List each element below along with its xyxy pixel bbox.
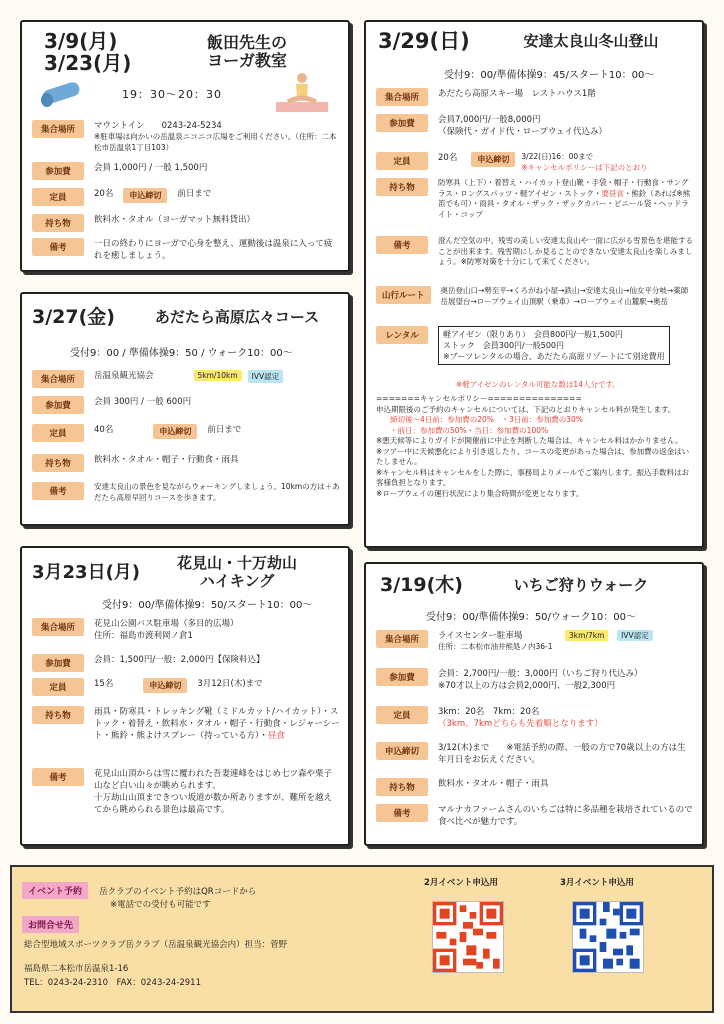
contact-label: お問合せ先 — [22, 916, 79, 933]
note-label: 備考 — [32, 768, 84, 786]
fee-value: 会員 1,000円 / 一般 1,500円 — [94, 163, 208, 173]
items-value: 飲料水・タオル・帽子・雨具 — [438, 779, 549, 789]
contact-address: 福島県二本松市岳温泉1-16 — [24, 964, 129, 974]
fee-note: （保険代・ガイド代・ロープウェイ代込み） — [438, 127, 607, 137]
deadline-label: 申込締切 — [123, 188, 167, 203]
ivv-tag: IVV認定 — [248, 370, 283, 383]
event-title: いちご狩りウォーク — [513, 576, 649, 594]
note-row — [376, 236, 694, 268]
qr-code-february[interactable] — [432, 901, 504, 973]
fee-value: 会員：1,500円/一般：2,000円【保険料込】 — [94, 655, 265, 665]
hanami-card — [20, 546, 350, 846]
rental-label: レンタル — [376, 326, 428, 344]
note-value-1: 花見山山頂からは雪に覆われた吾妻連峰をはじめ七ツ森や栗子山など白い山々が眺められます。 — [94, 769, 333, 791]
deadline-value: 3/12(木)まで ※電話予約の際、一般の方で70歳以上の方は生年月日をお伝えください。 — [438, 743, 686, 765]
note-label: 備考 — [376, 236, 428, 254]
capacity-label: 定員 — [32, 424, 84, 442]
note-value: 一日の終わりにヨーガで心身を整え、運動後は温泉に入って疲れを癒しましょう。 — [94, 239, 333, 261]
capacity-value: 15名 — [94, 679, 114, 689]
event-date: 3/19(木) — [380, 574, 463, 596]
fee-row — [32, 654, 340, 672]
contact-tel: TEL：0243-24-2310 FAX：0243-24-2911 — [24, 978, 201, 988]
items-value-wrap — [94, 706, 340, 742]
fee-label: 参加費 — [32, 162, 84, 180]
event-reservation-label: イベント予約 — [22, 882, 88, 899]
items-label: 持ち物 — [32, 454, 84, 472]
deadline-value: 3/22(日)16：00まで — [521, 152, 594, 161]
meet-value: 岳温泉観光協会 — [94, 371, 154, 381]
items-value: 防寒具（上下）・着替え・ハイカット登山靴・手袋・帽子・行動食・サングラス・ロングスパッツ・軽アイゼン・ストック・ — [438, 178, 689, 198]
items-label: 持ち物 — [376, 178, 428, 196]
meet-value: マウントイン 0243-24-5234 — [94, 121, 222, 131]
qr-feb-label: 2月イベント申込用 — [424, 878, 498, 888]
fee-row — [32, 162, 340, 180]
event-time: 受付9：00/準備体操9：50/ウォーク10：00〜 — [426, 612, 636, 623]
deadline-note: ※キャンセルポリシーは下記のとおり — [521, 162, 648, 172]
cancel-policy — [376, 394, 694, 499]
note-value: 安達太良山の景色を見ながらウォーキングしましょう。10kmの方は＋あだたら高原早回りコースを歩きます。 — [94, 482, 340, 502]
capacity-row — [376, 706, 694, 730]
adatara-walk-card — [20, 292, 350, 526]
meet-address: 住所：福島市渡利岡ノ倉1 — [94, 631, 193, 641]
capacity-value: 40名 — [94, 425, 114, 435]
meet-value: 花見山公園バス駐車場（多目的広場） — [94, 619, 239, 629]
items-row — [376, 178, 694, 220]
rental-note: ※軽アイゼンのレンタル可能な数は14人分です。 — [456, 380, 620, 389]
meet-place: ライスセンター駐車場 — [438, 631, 523, 641]
note-row — [32, 482, 340, 503]
fee-label: 参加費 — [32, 654, 84, 672]
qr-mar-icon — [573, 902, 643, 972]
event-time: 受付9：00/準備体操9：45/スタート10：00〜 — [444, 70, 655, 81]
qr-mar-label: 3月イベント申込用 — [560, 878, 634, 888]
cancel-note-4: ※ロープウェイの運行状況により集合時間が変更となります。 — [376, 488, 584, 498]
meet-row — [32, 120, 340, 153]
ivv-tag: IVV認定 — [617, 630, 652, 641]
rental-row — [376, 326, 694, 365]
capacity-row — [32, 424, 340, 442]
fee-row — [376, 668, 694, 692]
capacity-label: 定員 — [32, 678, 84, 696]
cancel-intro: 申込期限後のご予約のキャンセルについては、下記のとおりキャンセル料が発生します。 — [376, 404, 676, 414]
event-time: 19：30〜20：30 — [122, 88, 222, 101]
note-label: 備考 — [32, 238, 84, 256]
yoga-card — [20, 20, 350, 272]
items-label: 持ち物 — [376, 778, 428, 796]
ichigo-card — [364, 562, 704, 846]
meet-label: 集合場所 — [376, 630, 428, 648]
adatara-mountain-card — [364, 20, 704, 548]
meet-label: 集合場所 — [32, 370, 84, 388]
meet-row — [32, 370, 340, 388]
items-label: 持ち物 — [32, 214, 84, 232]
capacity-value: 20名 — [94, 189, 114, 199]
fee-value: 会員7,000円/一般8,000円 — [438, 115, 541, 125]
meet-row — [376, 88, 694, 106]
event-time: 受付9：00 / 準備体操9：50 / ウォーク10：00〜 — [70, 348, 293, 359]
rental-value-2: ストック 会員300円/一般500円 — [443, 341, 564, 350]
items-row — [32, 454, 340, 472]
event-date: 3月23日(月) — [32, 562, 141, 583]
yoga-mat-icon — [38, 80, 84, 110]
items-label: 持ち物 — [32, 706, 84, 724]
event-title: 飯田先生の ヨーガ教室 — [206, 33, 287, 70]
meet-row — [32, 618, 340, 642]
items-row — [376, 778, 694, 796]
fee-label: 参加費 — [376, 114, 428, 132]
capacity-row — [32, 678, 340, 696]
fee-row — [32, 396, 340, 414]
event-title: 安達太良山冬山登山 — [523, 32, 659, 50]
rental-value-3: ※ブーツレンタルの場合、あだたら高原リゾートにて別途費用 — [443, 352, 665, 361]
deadline-value: 前日まで — [177, 189, 212, 199]
capacity-note: （3km、7kmどちらも先着順となります） — [438, 719, 603, 729]
items-value: 雨具・防寒具・トレッキング靴（ミドルカット/ハイカット）・ストック・着替え・飲料水・タオル・帽子・行動食・レジャーシート・熊鈴・熊よけスプレー（持っている方）・ — [94, 707, 340, 741]
note-value: マルナカファームさんのいちごは特に多品種を栽培されているので食べ比べが魅力です。 — [438, 805, 693, 827]
capacity-row — [376, 152, 694, 173]
route-label: 山行ルート — [376, 286, 431, 304]
fee-value: 会員：2,700円/一般：3,000円（いちご狩り代込み） — [438, 669, 643, 679]
yoga-person-icon — [274, 72, 330, 114]
cancel-fee-1: 締切後〜4日前：参加費の20% ・3日前：参加費の30% — [390, 415, 583, 424]
rental-box — [438, 326, 670, 365]
event-date: 3/27(金) — [32, 306, 115, 328]
cancel-note-1: ※悪天候等によりガイドが開催前に中止を判断した場合は、キャンセル料はかかりません。 — [376, 436, 683, 445]
capacity-label: 定員 — [376, 152, 428, 170]
items-value-wrap — [438, 178, 694, 220]
meet-label: 集合場所 — [376, 88, 428, 106]
note-value: 澄んだ空気の中、残雪の美しい安達太良山や一面に広がる雪景色を堪能することが出来ます。残雪期にしか見ることのできない安達太良山を楽しみましょう。※防寒対策を十分にして来てください。 — [438, 236, 693, 266]
deadline-value: 3月12日(木)まで — [197, 679, 263, 689]
meet-row — [376, 630, 694, 653]
capacity-label: 定員 — [376, 706, 428, 724]
footer-info — [10, 865, 714, 1013]
items-row — [32, 706, 340, 742]
distance-tag: 5km/10km — [194, 370, 242, 381]
cancel-note-3: ※キャンセル料はキャンセルをした際に、事務局よりメールでご案内します。振込手数料はお客様負担となります。 — [376, 467, 690, 487]
meet-label: 集合場所 — [32, 618, 84, 636]
cancel-fee-2: ・前日：参加費の50%・当日：参加費の100% — [390, 425, 549, 435]
distance-tag: 3km/7km — [565, 630, 608, 641]
items-value: 飲料水・タオル・帽子・行動食・雨具 — [94, 455, 239, 465]
items-value: 飲料水・タオル（ヨーガマット無料貸出） — [94, 215, 255, 225]
note-label: 備考 — [32, 482, 84, 500]
deadline-label: 申込締切 — [153, 424, 197, 439]
capacity-row — [32, 188, 340, 206]
fee-note: ※70才以上の方は会員2,000円、一般2,300円 — [438, 681, 616, 691]
event-date: 3/9(月) 3/23(月) — [44, 29, 132, 75]
meet-value — [438, 630, 653, 642]
fee-row — [376, 114, 694, 138]
event-time: 受付9：00/準備体操9：50/スタート10：00〜 — [102, 600, 313, 611]
note-row — [32, 238, 340, 262]
fee-label: 参加費 — [376, 668, 428, 686]
rental-value-1: 軽アイゼン（限りあり） 会員800円/一般1,500円 — [443, 330, 623, 339]
deadline-label: 申込締切 — [376, 742, 428, 760]
contact-org: 総合型地域スポーツクラブ岳クラブ（岳温泉観光協会内）担当：菅野 — [24, 940, 288, 950]
note-value-2: 十万劫山山頂まできつい坂道が数か所ありますが、難所を越えてから眺められる景色は最高です。 — [94, 793, 333, 815]
items-value-2: ・熊鈴（あれば※熊笛でも可）・雨具・タオル・ザック・ザックカバー・ビニール袋・ヘッドライト・コップ — [438, 188, 691, 219]
capacity-label: 定員 — [32, 188, 84, 206]
route-row — [376, 286, 694, 307]
event-reservation-text-1: 岳クラブのイベント予約はQRコードから — [99, 887, 257, 897]
route-value: 奥岳登山口→勢至平→くろがね小屋→鉄山→安達太良山→仙女平分岐→薬師岳展望台→ロープウェイ山頂駅（乗車）→ロープウェイ山麓駅→奥岳 — [440, 286, 689, 306]
event-date: 3/29(日) — [378, 29, 470, 53]
capacity-value: 3km：20名 7km：20名 — [438, 707, 540, 717]
cancel-note-2: ※ツアー中に天候悪化により引き返したり、コースの変更があった場合は、参加費の返金はいたしません。 — [376, 446, 690, 466]
deadline-label: 申込締切 — [471, 152, 515, 167]
note-row — [32, 768, 340, 816]
note-row — [376, 804, 694, 828]
note-label: 備考 — [376, 804, 428, 822]
event-title: あだたら高原広々コース — [154, 308, 320, 326]
meet-address: 住所：二本松市油井熊処ノ内36-1 — [438, 642, 553, 651]
deadline-row — [376, 742, 694, 766]
meet-label: 集合場所 — [32, 120, 84, 138]
fee-value: 会員 300円 / 一般 600円 — [94, 397, 192, 407]
deadline-label: 申込締切 — [143, 678, 187, 693]
qr-code-march[interactable] — [572, 901, 644, 973]
deadline-value: 前日まで — [207, 425, 242, 435]
meet-value: あだたら高原スキー場 レストハウス1階 — [438, 89, 596, 99]
event-title: 花見山・十万劫山 ハイキング — [176, 554, 297, 590]
qr-feb-icon — [433, 902, 503, 972]
items-row — [32, 214, 340, 232]
items-lunch: 要昼食 — [601, 188, 624, 198]
capacity-value: 20名 — [438, 153, 458, 163]
items-lunch: 昼食 — [267, 731, 285, 741]
cancel-title: =======キャンセルポリシー=============== — [376, 394, 582, 403]
meet-note: ※駐車場は向かいの岳温泉ニコニコ広場をご利用ください。（住所：二本松市岳温泉1丁目103） — [94, 132, 337, 152]
event-reservation-text-2: ※電話での受付も可能です — [110, 900, 211, 910]
fee-label: 参加費 — [32, 396, 84, 414]
